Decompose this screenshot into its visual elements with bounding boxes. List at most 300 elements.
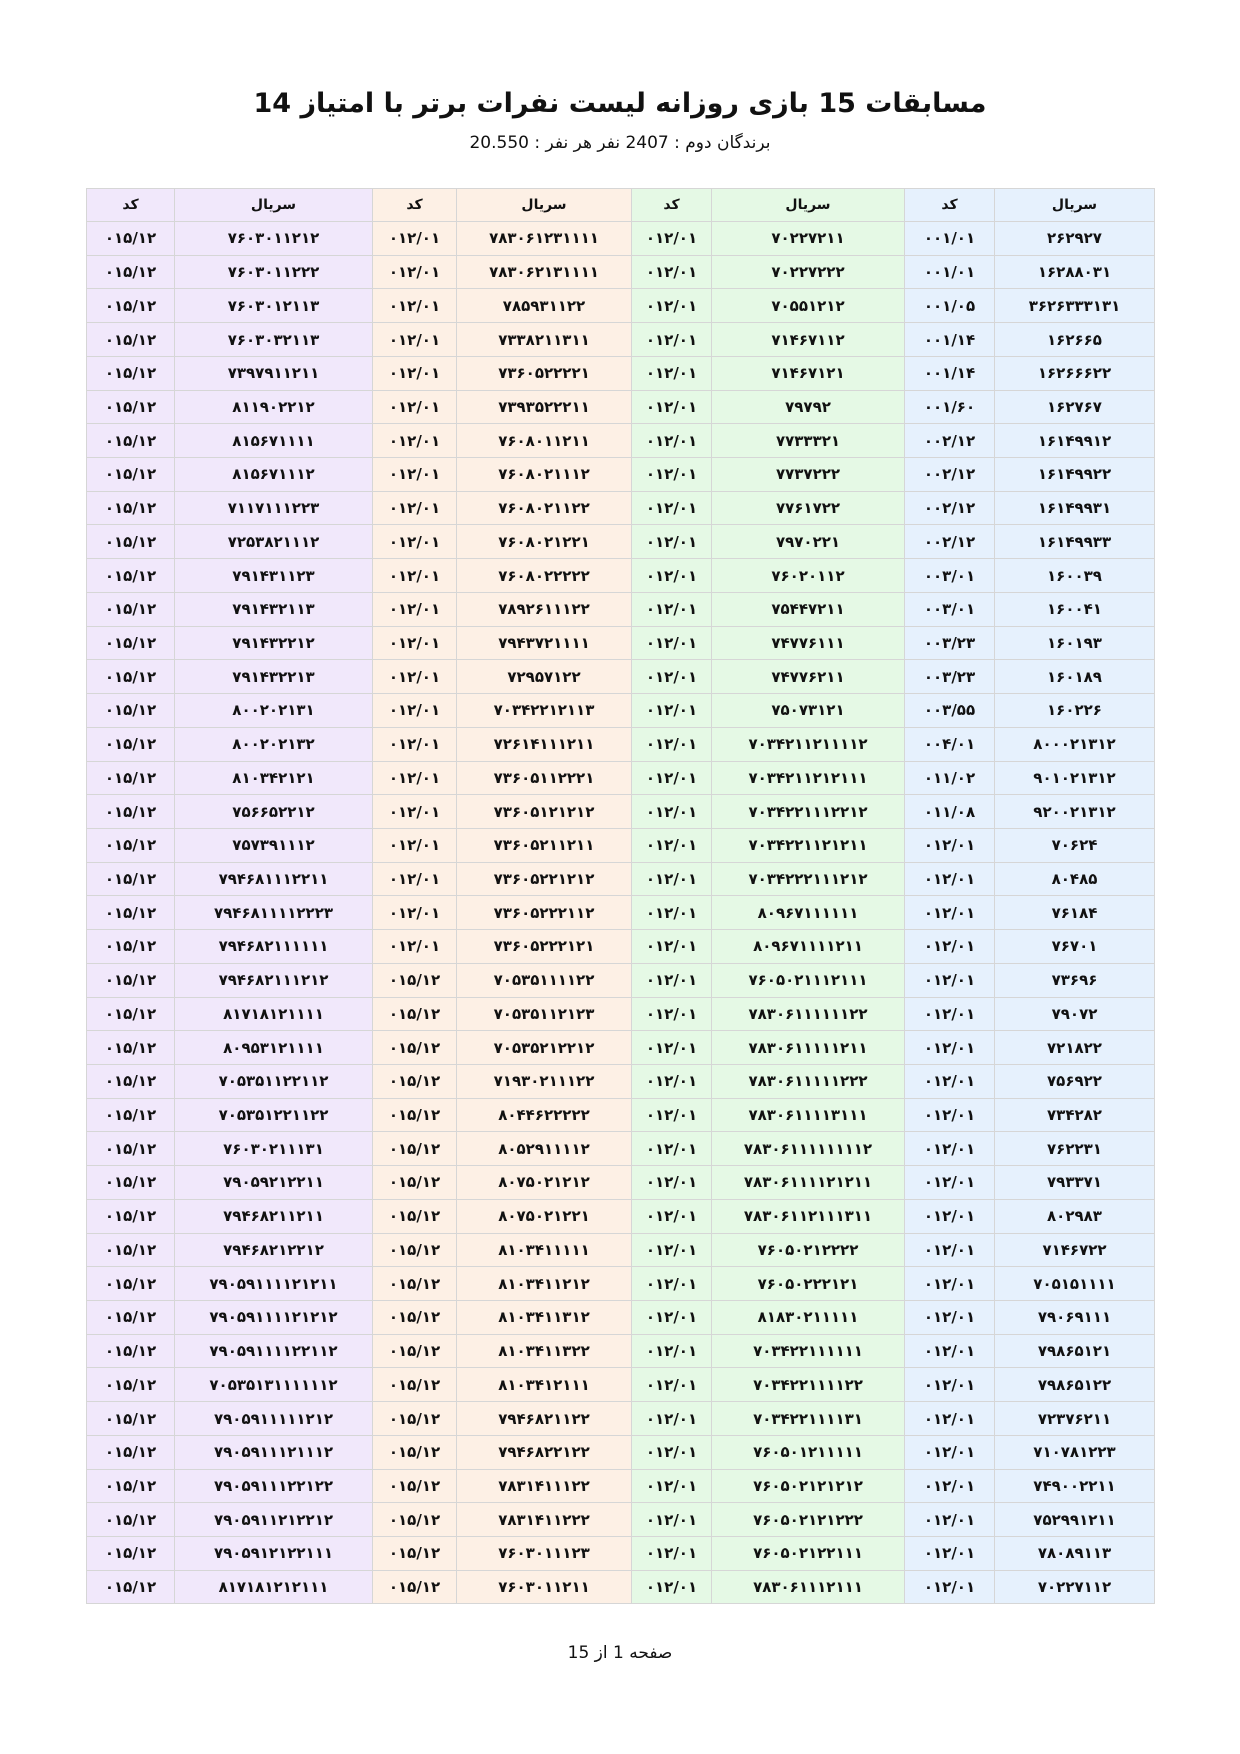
serial-cell: ۷۵۲۹۹۱۲۱۱ [995,1503,1155,1537]
serial-cell: ۸۰۵۲۹۱۱۱۱۲ [457,1132,632,1166]
serial-cell: ۷۰۳۴۲۲۲۱۱۱۲۱۲ [712,862,905,896]
column-header-serial: سریال [712,189,905,222]
code-cell: ۰۱۲/۰۱ [632,390,712,424]
table-row [87,694,1155,728]
serial-cell: ۷۸۳۱۴۱۱۲۲۲ [457,1503,632,1537]
code-cell: ۰۱۲/۰۱ [373,390,457,424]
table-row [87,424,1155,458]
table-row [87,1199,1155,1233]
serial-cell: ۱۶۰۲۲۶ [995,694,1155,728]
serial-cell: ۷۰۵۵۱۲۱۲ [712,289,905,323]
serial-cell: ۷۶۷۰۱ [995,930,1155,964]
serial-cell: ۷۱۴۶۷۱۲۱ [712,356,905,390]
code-cell: ۰۱۵/۱۲ [373,1435,457,1469]
serial-cell: ۷۲۹۵۷۱۲۲ [457,660,632,694]
table-row [87,1267,1155,1301]
code-cell: ۰۰۲/۱۲ [905,525,995,559]
serial-cell: ۷۶۰۵۰۲۲۲۱۲۱ [712,1267,905,1301]
code-cell: ۰۱۵/۱۲ [87,795,175,829]
serial-cell: ۷۹۳۳۷۱ [995,1166,1155,1200]
serial-cell: ۷۰۳۴۲۲۱۱۱۱۲۲ [712,1368,905,1402]
serial-cell: ۷۶۰۵۰۱۲۱۱۱۱۱ [712,1435,905,1469]
serial-cell: ۷۶۰۵۰۲۱۲۱۲۲۲ [712,1503,905,1537]
serial-cell: ۸۱۰۳۴۲۱۲۱ [175,761,373,795]
code-cell: ۰۱۲/۰۱ [632,559,712,593]
table-row [87,222,1155,256]
serial-cell: ۷۶۰۸۰۲۱۱۲۲ [457,491,632,525]
code-cell: ۰۱۲/۰۱ [905,1098,995,1132]
serial-cell: ۷۳۶۹۶ [995,963,1155,997]
code-cell: ۰۱۵/۱۲ [87,323,175,357]
table-row [87,1098,1155,1132]
table-row [87,1031,1155,1065]
code-cell: ۰۱۵/۱۲ [87,997,175,1031]
serial-cell: ۷۹۱۴۳۲۲۱۲ [175,626,373,660]
serial-cell: ۷۵۶۶۵۲۲۱۲ [175,795,373,829]
code-cell: ۰۱۱/۰۸ [905,795,995,829]
code-cell: ۰۱۲/۰۱ [632,222,712,256]
serial-cell: ۱۶۰۰۴۱ [995,592,1155,626]
code-cell: ۰۱۵/۱۲ [87,660,175,694]
table-row [87,761,1155,795]
code-cell: ۰۰۱/۰۵ [905,289,995,323]
serial-cell: ۷۰۳۴۲۱۱۲۱۲۱۱۱ [712,761,905,795]
code-cell: ۰۱۲/۰۱ [373,930,457,964]
code-cell: ۰۰۱/۱۴ [905,323,995,357]
code-cell: ۰۱۵/۱۲ [373,1098,457,1132]
code-cell: ۰۱۲/۰۱ [632,1031,712,1065]
code-cell: ۰۰۳/۲۳ [905,626,995,660]
serial-cell: ۷۸۳۰۶۱۱۱۱۱۲۲۲ [712,1064,905,1098]
table-row [87,626,1155,660]
serial-cell: ۷۰۵۱۵۱۱۱۱ [995,1267,1155,1301]
serial-cell: ۷۹۴۶۸۲۲۱۲۲ [457,1435,632,1469]
serial-cell: ۷۸۳۰۶۱۱۱۱۱۱۲۲ [712,997,905,1031]
code-cell: ۰۱۲/۰۱ [373,896,457,930]
code-cell: ۰۱۲/۰۱ [632,323,712,357]
code-cell: ۰۱۲/۰۱ [632,289,712,323]
serial-cell: ۷۰۵۳۵۱۱۲۱۲۳ [457,997,632,1031]
code-cell: ۰۱۲/۰۱ [905,1503,995,1537]
code-cell: ۰۱۲/۰۱ [905,1064,995,1098]
code-cell: ۰۱۵/۱۲ [87,1199,175,1233]
serial-cell: ۷۳۹۷۹۱۱۲۱۱ [175,356,373,390]
code-cell: ۰۱۵/۱۲ [87,222,175,256]
column-header-code: کد [373,189,457,222]
serial-cell: ۷۰۵۳۵۱۱۱۱۲۲ [457,963,632,997]
code-cell: ۰۱۵/۱۲ [87,896,175,930]
serial-cell: ۷۶۰۵۰۲۱۲۲۱۱۱ [712,1537,905,1571]
serial-cell: ۲۶۲۹۲۷ [995,222,1155,256]
table-row [87,828,1155,862]
serial-cell: ۸۰۲۹۸۳ [995,1199,1155,1233]
serial-cell: ۷۹۱۴۳۲۲۱۳ [175,660,373,694]
serial-cell: ۱۶۲۶۶۶۲۲ [995,356,1155,390]
code-cell: ۰۱۲/۰۱ [373,862,457,896]
code-cell: ۰۱۲/۰۱ [373,592,457,626]
serial-cell: ۷۷۳۷۲۲۲ [712,458,905,492]
serial-cell: ۷۰۳۴۲۲۱۱۱۱۱۱ [712,1334,905,1368]
serial-cell: ۷۴۷۷۶۲۱۱ [712,660,905,694]
serial-cell: ۷۳۶۰۵۲۲۱۲۱۲ [457,862,632,896]
serial-cell: ۷۱۰۷۸۱۲۲۳ [995,1435,1155,1469]
serial-cell: ۷۸۳۰۶۱۱۱۱۱۲۱۱ [712,1031,905,1065]
code-cell: ۰۱۵/۱۲ [373,1031,457,1065]
code-cell: ۰۰۴/۰۱ [905,727,995,761]
serial-cell: ۷۸۳۰۶۱۱۱۱۱۱۱۱۲ [712,1132,905,1166]
code-cell: ۰۱۵/۱۲ [373,1267,457,1301]
code-cell: ۰۱۵/۱۲ [87,390,175,424]
code-cell: ۰۱۲/۰۱ [632,1199,712,1233]
code-cell: ۰۱۲/۰۱ [905,1334,995,1368]
code-cell: ۰۱۵/۱۲ [87,1402,175,1436]
serial-cell: ۷۶۰۸۰۲۱۱۱۲ [457,458,632,492]
serial-cell: ۷۵۷۳۹۱۱۱۲ [175,828,373,862]
serial-cell: ۷۳۶۰۵۲۱۱۲۱۱ [457,828,632,862]
code-cell: ۰۱۵/۱۲ [87,1334,175,1368]
code-cell: ۰۱۵/۱۲ [87,1368,175,1402]
code-cell: ۰۱۵/۱۲ [373,1503,457,1537]
serial-cell: ۸۱۰۳۴۱۱۱۱۱ [457,1233,632,1267]
serial-cell: ۱۶۰۱۸۹ [995,660,1155,694]
code-cell: ۰۱۲/۰۱ [905,1469,995,1503]
serial-cell: ۷۹۱۴۳۲۱۱۳ [175,592,373,626]
column-header-serial: سریال [457,189,632,222]
table-row [87,1469,1155,1503]
serial-cell: ۸۰۷۵۰۲۱۲۲۱ [457,1199,632,1233]
serial-cell: ۷۳۶۰۵۱۱۲۲۲۱ [457,761,632,795]
page-subtitle: برندگان دوم : 2407 نفر هر نفر : 20.550 [469,133,771,153]
serial-cell: ۹۰۱۰۲۱۳۱۲ [995,761,1155,795]
code-cell: ۰۱۲/۰۱ [905,997,995,1031]
code-cell: ۰۱۵/۱۲ [373,1064,457,1098]
code-cell: ۰۱۵/۱۲ [87,862,175,896]
serial-cell: ۸۱۰۳۴۱۲۱۱۱ [457,1368,632,1402]
table-row [87,1402,1155,1436]
serial-cell: ۱۶۱۴۹۹۳۱ [995,491,1155,525]
serial-cell: ۷۰۵۳۵۲۱۲۲۱۲ [457,1031,632,1065]
code-cell: ۰۱۲/۰۱ [905,963,995,997]
serial-cell: ۷۴۹۰۰۲۲۱۱ [995,1469,1155,1503]
code-cell: ۰۱۵/۱۲ [87,1233,175,1267]
code-cell: ۰۱۵/۱۲ [87,626,175,660]
table-row [87,1368,1155,1402]
code-cell: ۰۱۲/۰۱ [632,1537,712,1571]
serial-cell: ۸۰۹۶۷۱۱۱۱۲۱۱ [712,930,905,964]
code-cell: ۰۱۲/۰۱ [632,491,712,525]
code-cell: ۰۱۲/۰۱ [632,1064,712,1098]
code-cell: ۰۱۵/۱۲ [87,458,175,492]
code-cell: ۰۱۵/۱۲ [87,1166,175,1200]
code-cell: ۰۰۲/۱۲ [905,491,995,525]
code-cell: ۰۱۵/۱۲ [373,997,457,1031]
table-row [87,525,1155,559]
serial-cell: ۷۰۵۳۵۱۳۱۱۱۱۱۱۲ [175,1368,373,1402]
code-cell: ۰۰۱/۶۰ [905,390,995,424]
code-cell: ۰۱۲/۰۱ [905,1233,995,1267]
serial-cell: ۷۹۴۶۸۲۱۱۱۱۱۱ [175,930,373,964]
code-cell: ۰۱۲/۰۱ [632,1132,712,1166]
table-row [87,289,1155,323]
code-cell: ۰۱۲/۰۱ [373,795,457,829]
code-cell: ۰۱۵/۱۲ [87,1469,175,1503]
code-cell: ۰۱۲/۰۱ [905,1267,995,1301]
code-cell: ۰۰۲/۱۲ [905,458,995,492]
code-cell: ۰۱۲/۰۱ [632,1402,712,1436]
serial-cell: ۷۸۵۹۳۱۱۲۲ [457,289,632,323]
code-cell: ۰۱۲/۰۱ [632,828,712,862]
code-cell: ۰۱۲/۰۱ [632,694,712,728]
serial-cell: ۷۳۶۰۵۱۲۱۲۱۲ [457,795,632,829]
code-cell: ۰۱۲/۰۱ [632,963,712,997]
table-row [87,1334,1155,1368]
code-cell: ۰۱۲/۰۱ [632,525,712,559]
serial-cell: ۷۶۰۳۰۱۱۲۲۲ [175,255,373,289]
serial-cell: ۷۹۰۷۲ [995,997,1155,1031]
table-row [87,896,1155,930]
code-cell: ۰۱۲/۰۱ [632,1435,712,1469]
code-cell: ۰۱۲/۰۱ [632,761,712,795]
code-cell: ۰۱۲/۰۱ [632,1368,712,1402]
serial-cell: ۷۹۷۹۲ [712,390,905,424]
code-cell: ۰۱۲/۰۱ [373,727,457,761]
code-cell: ۰۱۲/۰۱ [905,930,995,964]
serial-cell: ۱۶۰۰۳۹ [995,559,1155,593]
table-row [87,255,1155,289]
serial-cell: ۷۵۶۹۲۲ [995,1064,1155,1098]
code-cell: ۰۱۲/۰۱ [632,424,712,458]
serial-cell: ۷۶۰۳۰۳۲۱۱۳ [175,323,373,357]
code-cell: ۰۱۲/۰۱ [632,660,712,694]
table-row [87,592,1155,626]
code-cell: ۰۱۲/۰۱ [373,626,457,660]
serial-cell: ۷۹۴۶۸۲۱۱۱۲۱۲ [175,963,373,997]
table-row [87,930,1155,964]
winners-table-container [86,188,1154,1604]
code-cell: ۰۱۵/۱۲ [87,1435,175,1469]
code-cell: ۰۱۵/۱۲ [87,491,175,525]
serial-cell: ۱۶۲۸۸۰۳۱ [995,255,1155,289]
serial-cell: ۷۶۰۳۰۱۱۱۲۳ [457,1537,632,1571]
code-cell: ۰۱۲/۰۱ [632,1166,712,1200]
serial-cell: ۷۶۰۳۰۲۱۱۱۳۱ [175,1132,373,1166]
serial-cell: ۷۰۶۲۴ [995,828,1155,862]
code-cell: ۰۱۲/۰۱ [373,424,457,458]
table-row [87,390,1155,424]
serial-cell: ۷۰۲۲۷۲۲۲ [712,255,905,289]
code-cell: ۰۱۵/۱۲ [373,1132,457,1166]
serial-cell: ۸۰۹۶۷۱۱۱۱۱۱ [712,896,905,930]
code-cell: ۰۱۵/۱۲ [87,559,175,593]
code-cell: ۰۱۵/۱۲ [87,761,175,795]
code-cell: ۰۱۵/۱۲ [87,525,175,559]
serial-cell: ۷۹۷۰۲۲۱ [712,525,905,559]
serial-cell: ۷۱۴۶۷۱۱۲ [712,323,905,357]
serial-cell: ۷۲۵۳۸۲۱۱۱۲ [175,525,373,559]
serial-cell: ۷۸۳۰۶۱۱۲۱۱۱۳۱۱ [712,1199,905,1233]
serial-cell: ۸۰۰۲۰۲۱۳۱ [175,694,373,728]
code-cell: ۰۰۱/۱۴ [905,356,995,390]
code-cell: ۰۱۵/۱۲ [87,828,175,862]
code-cell: ۰۱۲/۰۱ [632,930,712,964]
code-cell: ۰۱۲/۰۱ [373,694,457,728]
serial-cell: ۳۶۲۶۳۳۳۱۳۱ [995,289,1155,323]
code-cell: ۰۱۵/۱۲ [87,1503,175,1537]
code-cell: ۰۱۲/۰۱ [632,626,712,660]
code-cell: ۰۱۵/۱۲ [87,1031,175,1065]
serial-cell: ۷۰۲۲۷۲۱۱ [712,222,905,256]
serial-cell: ۸۱۷۱۸۱۲۱۲۱۱۱ [175,1570,373,1604]
serial-cell: ۱۶۱۴۹۹۱۲ [995,424,1155,458]
code-cell: ۰۱۲/۰۱ [905,1537,995,1571]
serial-cell: ۸۱۵۶۷۱۱۱۱ [175,424,373,458]
code-cell: ۰۱۲/۰۱ [632,727,712,761]
table-row [87,963,1155,997]
code-cell: ۰۱۲/۰۱ [632,255,712,289]
code-cell: ۰۱۲/۰۱ [905,1435,995,1469]
serial-cell: ۷۸۳۰۶۱۱۱۲۱۱۱ [712,1570,905,1604]
code-cell: ۰۱۲/۰۱ [632,592,712,626]
code-cell: ۰۱۲/۰۱ [632,1469,712,1503]
code-cell: ۰۰۲/۱۲ [905,424,995,458]
code-cell: ۰۱۲/۰۱ [905,1132,995,1166]
serial-cell: ۷۶۰۸۰۲۲۲۲۲ [457,559,632,593]
serial-cell: ۷۰۳۴۲۲۱۱۱۱۳۱ [712,1402,905,1436]
code-cell: ۰۱۲/۰۱ [373,559,457,593]
code-cell: ۰۱۲/۰۱ [632,1301,712,1335]
column-header-code: کد [905,189,995,222]
serial-cell: ۷۹۰۵۹۱۱۲۱۲۲۱۲ [175,1503,373,1537]
table-row [87,1537,1155,1571]
code-cell: ۰۱۵/۱۲ [87,1132,175,1166]
code-cell: ۰۱۲/۰۱ [632,1570,712,1604]
code-cell: ۰۱۲/۰۱ [905,1301,995,1335]
table-row [87,1064,1155,1098]
table-header-row [87,189,1155,222]
serial-cell: ۷۸۹۲۶۱۱۱۲۲ [457,592,632,626]
code-cell: ۰۱۲/۰۱ [905,1199,995,1233]
serial-cell: ۷۸۳۰۶۲۱۳۱۱۱۱ [457,255,632,289]
code-cell: ۰۱۱/۰۲ [905,761,995,795]
serial-cell: ۷۷۶۱۷۲۲ [712,491,905,525]
code-cell: ۰۱۵/۱۲ [87,930,175,964]
serial-cell: ۷۲۱۸۲۲ [995,1031,1155,1065]
serial-cell: ۷۸۳۰۶۱۱۱۱۳۱۱۱ [712,1098,905,1132]
table-row [87,1570,1155,1604]
table-row [87,491,1155,525]
code-cell: ۰۱۵/۱۲ [373,1233,457,1267]
code-cell: ۰۱۲/۰۱ [632,862,712,896]
code-cell: ۰۱۲/۰۱ [632,1267,712,1301]
code-cell: ۰۱۲/۰۱ [905,828,995,862]
serial-cell: ۸۱۰۳۴۱۱۳۱۲ [457,1301,632,1335]
serial-cell: ۷۸۳۰۶۱۱۱۱۲۱۲۱۱ [712,1166,905,1200]
table-row [87,1435,1155,1469]
code-cell: ۰۱۲/۰۱ [373,356,457,390]
serial-cell: ۷۹۰۵۹۱۱۱۱۲۱۲۱۲ [175,1301,373,1335]
table-row [87,660,1155,694]
table-row [87,458,1155,492]
code-cell: ۰۰۳/۰۱ [905,559,995,593]
serial-cell: ۷۶۰۸۰۲۱۲۲۱ [457,525,632,559]
serial-cell: ۷۶۰۳۰۱۲۱۱۳ [175,289,373,323]
serial-cell: ۸۰۴۸۵ [995,862,1155,896]
serial-cell: ۸۰۰۰۲۱۳۱۲ [995,727,1155,761]
code-cell: ۰۰۱/۰۱ [905,255,995,289]
code-cell: ۰۰۳/۰۱ [905,592,995,626]
serial-cell: ۷۱۹۳۰۲۱۱۱۲۲ [457,1064,632,1098]
serial-cell: ۷۶۰۸۰۱۱۲۱۱ [457,424,632,458]
table-row [87,1503,1155,1537]
serial-cell: ۸۱۸۳۰۲۱۱۱۱۱ [712,1301,905,1335]
code-cell: ۰۱۲/۰۱ [373,458,457,492]
serial-cell: ۸۰۰۲۰۲۱۳۲ [175,727,373,761]
serial-cell: ۷۶۰۲۰۱۱۲ [712,559,905,593]
serial-cell: ۷۹۰۵۹۱۱۱۱۲۲۱۱۲ [175,1334,373,1368]
serial-cell: ۷۹۴۶۸۲۱۱۲۲ [457,1402,632,1436]
code-cell: ۰۱۵/۱۲ [87,289,175,323]
code-cell: ۰۱۵/۱۲ [373,1402,457,1436]
code-cell: ۰۰۱/۰۱ [905,222,995,256]
serial-cell: ۷۱۴۶۷۲۲ [995,1233,1155,1267]
code-cell: ۰۱۵/۱۲ [87,1537,175,1571]
serial-cell: ۷۹۰۵۹۱۱۱۱۲۱۲۱۱ [175,1267,373,1301]
serial-cell: ۷۸۳۱۴۱۱۱۲۲ [457,1469,632,1503]
code-cell: ۰۱۵/۱۲ [373,1537,457,1571]
serial-cell: ۷۱۱۷۱۱۱۲۲۳ [175,491,373,525]
serial-cell: ۷۰۵۳۵۱۱۲۲۱۱۲ [175,1064,373,1098]
table-row [87,862,1155,896]
code-cell: ۰۱۵/۱۲ [373,1469,457,1503]
serial-cell: ۷۲۶۱۴۱۱۱۲۱۱ [457,727,632,761]
code-cell: ۰۱۲/۰۱ [373,828,457,862]
serial-cell: ۸۰۴۴۶۲۲۲۲۲ [457,1098,632,1132]
code-cell: ۰۱۲/۰۱ [905,1166,995,1200]
serial-cell: ۷۲۳۷۶۲۱۱ [995,1402,1155,1436]
serial-cell: ۷۷۳۳۳۲۱ [712,424,905,458]
serial-cell: ۷۶۰۵۰۲۱۲۱۲۱۲ [712,1469,905,1503]
code-cell: ۰۱۵/۱۲ [373,1334,457,1368]
serial-cell: ۱۶۲۷۶۷ [995,390,1155,424]
code-cell: ۰۱۲/۰۱ [373,323,457,357]
code-cell: ۰۱۵/۱۲ [87,694,175,728]
serial-cell: ۷۶۰۳۰۱۱۲۱۲ [175,222,373,256]
serial-cell: ۷۳۴۲۸۲ [995,1098,1155,1132]
code-cell: ۰۱۲/۰۱ [632,356,712,390]
code-cell: ۰۱۵/۱۲ [87,592,175,626]
code-cell: ۰۱۵/۱۲ [87,1098,175,1132]
code-cell: ۰۰۳/۵۵ [905,694,995,728]
serial-cell: ۷۳۶۰۵۲۲۲۱۲۱ [457,930,632,964]
serial-cell: ۷۶۰۵۰۲۱۲۲۲۲ [712,1233,905,1267]
table-row [87,323,1155,357]
table-row [87,559,1155,593]
serial-cell: ۷۹۸۶۵۱۲۱ [995,1334,1155,1368]
serial-cell: ۸۰۷۵۰۲۱۲۱۲ [457,1166,632,1200]
table-body [87,222,1155,1604]
serial-cell: ۷۳۹۳۵۲۲۲۱۱ [457,390,632,424]
code-cell: ۰۱۲/۰۱ [373,491,457,525]
code-cell: ۰۱۵/۱۲ [373,1570,457,1604]
serial-cell: ۷۶۲۲۳۱ [995,1132,1155,1166]
code-cell: ۰۱۲/۰۱ [373,525,457,559]
serial-cell: ۷۰۳۴۲۲۱۱۲۱۲۱۱ [712,828,905,862]
serial-cell: ۷۹۰۵۹۲۱۲۲۱۱ [175,1166,373,1200]
serial-cell: ۷۹۰۵۹۱۱۱۲۱۱۱۲ [175,1435,373,1469]
code-cell: ۰۱۲/۰۱ [905,896,995,930]
code-cell: ۰۱۲/۰۱ [905,1570,995,1604]
table-row [87,795,1155,829]
